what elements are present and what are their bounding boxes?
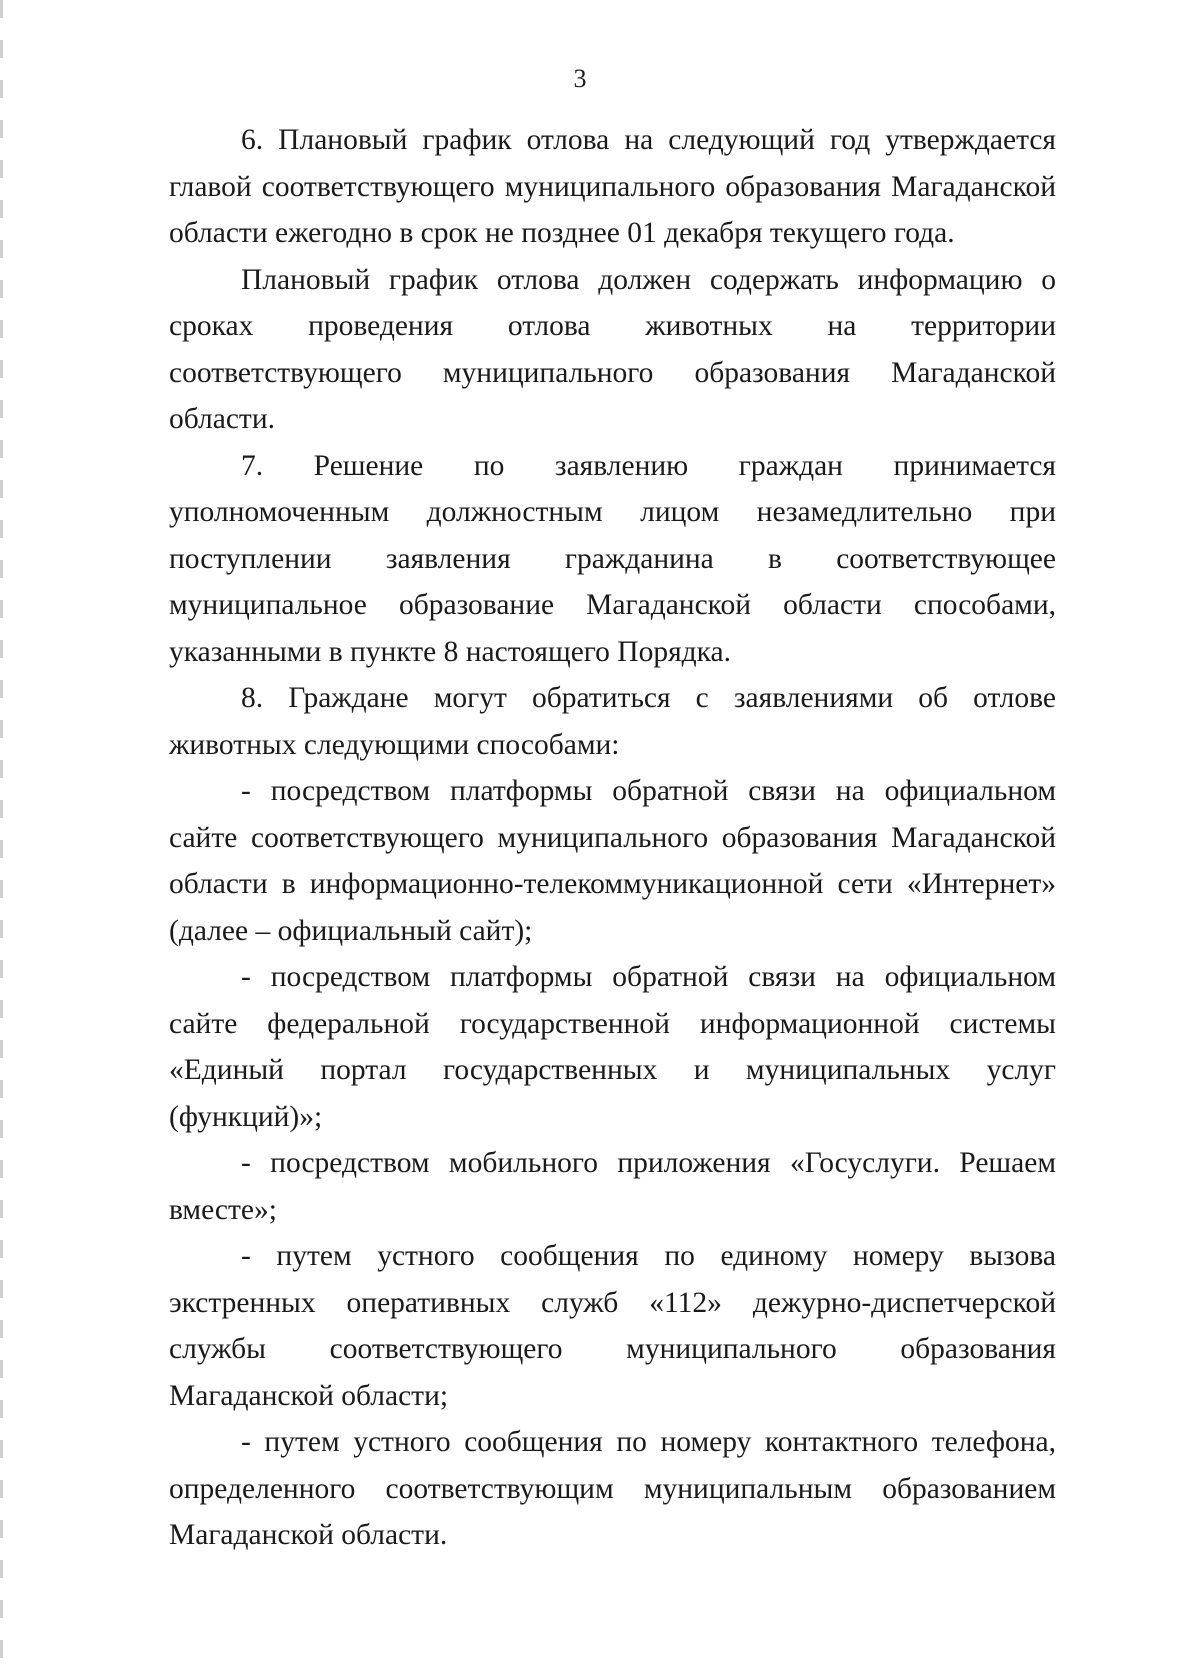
paragraph-item-6: 6. Плановый график отлова на следующий год утверждается главой соответствующего муниципального образования Магаданской области ежегодно в срок не позднее 01 декабря текущего года. (169, 124, 1056, 249)
page-number: 3 (573, 64, 587, 93)
list-item-official-site: - посредством платформы обратной связи на официальном сайте соответствующего муниципального образования Магаданской области в информационно-телекоммуникационной сети «Интернет» (далее – официальный сайт); (169, 775, 1056, 947)
scan-edge-artifact (0, 0, 3, 1665)
list-item-mobile-app: - посредством мобильного приложения «Госуслуги. Решаем вместе»; (169, 1147, 1056, 1226)
list-item-gosuslugi-portal: - посредством платформы обратной связи на официальном сайте федеральной государственной информационной системы «Единый портал государственных и муниципальных услуг (функций)»; (169, 961, 1056, 1133)
paragraph-item-7: 7. Решение по заявлению граждан принимается уполномоченным должностным лицом незамедлительно при поступлении заявления гражданина в соответствующее муниципальное образование Магаданской области способами, указанными в пункте 8 настоящего Порядка. (169, 449, 1056, 668)
paragraph-schedule-content: Плановый график отлова должен содержать информацию о сроках проведения отлова животных на территории соответствующего муниципального образования Магаданской области. (169, 263, 1056, 435)
paragraph-item-8: 8. Граждане могут обратиться с заявлениями об отлове животных следующими способами: (169, 682, 1056, 761)
document-body (169, 117, 1056, 1559)
list-item-contact-phone: - путем устного сообщения по номеру контактного телефона, определенного соответствующим муниципальным образованием Магаданской области. (169, 1426, 1056, 1551)
list-item-emergency-112: - путем устного сообщения по единому номеру вызова экстренных оперативных служб «112» дежурно-диспетчерской службы соответствующего муниципального образования Магаданской области; (169, 1240, 1056, 1412)
